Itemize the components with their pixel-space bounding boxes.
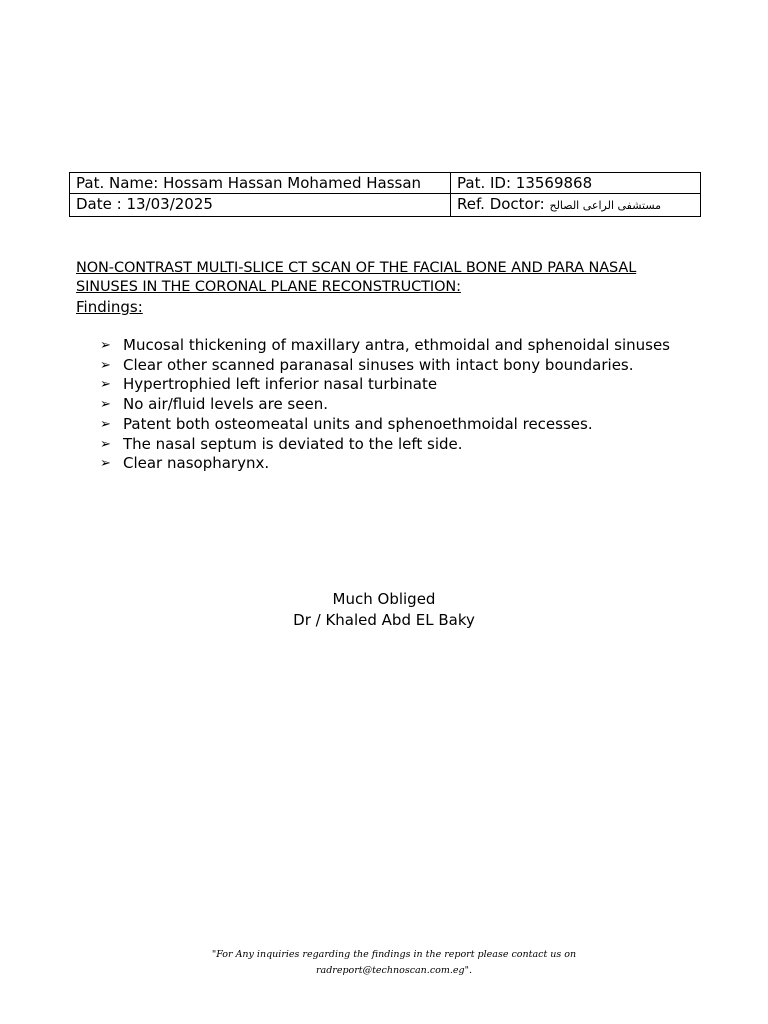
arrow-bullet-icon: ➢ xyxy=(100,397,111,413)
doctor-signature-name: Dr / Khaled Abd EL Baky xyxy=(293,611,475,629)
date-value: 13/03/2025 xyxy=(126,195,213,213)
finding-item xyxy=(100,375,700,395)
finding-item xyxy=(100,454,700,474)
patient-id-label: Pat. ID: xyxy=(457,174,512,192)
finding-text: Hypertrophied left inferior nasal turbinate xyxy=(123,375,438,394)
patient-name-value: Hossam Hassan Mohamed Hassan xyxy=(163,174,422,192)
patient-id-value: 13569868 xyxy=(515,174,593,192)
ref-doctor-label: Ref. Doctor: xyxy=(457,195,545,213)
ref-doctor-cell xyxy=(451,194,701,217)
footer-contact-email: radreport@technoscan.com.eg". xyxy=(316,965,472,976)
footer-note: "For Any inquiries regarding the findings in the report please contact us on xyxy=(211,949,577,960)
arrow-bullet-icon: ➢ xyxy=(100,377,111,393)
finding-text: Mucosal thickening of maxillary antra, ethmoidal and sphenoidal sinuses xyxy=(123,336,670,354)
date-label: Date : xyxy=(76,195,122,213)
finding-text: The nasal septum is deviated to the left side. xyxy=(123,434,463,453)
finding-item xyxy=(100,356,700,376)
arrow-bullet-icon: ➢ xyxy=(100,338,111,353)
ref-doctor-value: مستشفى الراعى الصالح xyxy=(549,199,662,212)
finding-text: Patent both osteomeatal units and sphenoethmoidal recesses. xyxy=(123,414,593,433)
patient-info-row-1 xyxy=(70,173,701,194)
date-cell xyxy=(70,194,451,217)
arrow-bullet-icon: ➢ xyxy=(100,416,111,432)
patient-info-table xyxy=(69,172,701,217)
patient-info-row-2 xyxy=(70,194,701,217)
patient-name-cell xyxy=(70,173,451,194)
closing-salutation: Much Obliged xyxy=(332,590,436,608)
finding-text: Clear nasopharynx. xyxy=(123,454,270,473)
findings-list xyxy=(100,336,700,474)
patient-id-cell xyxy=(451,173,701,194)
arrow-bullet-icon: ➢ xyxy=(100,357,111,373)
finding-text: No air/fluid levels are seen. xyxy=(123,395,328,414)
patient-name-label: Pat. Name: xyxy=(76,174,159,192)
finding-item xyxy=(100,435,700,455)
finding-item xyxy=(100,336,700,356)
finding-text: Clear other scanned paranasal sinuses with intact bony boundaries. xyxy=(123,355,634,374)
arrow-bullet-icon: ➢ xyxy=(100,456,111,472)
finding-item xyxy=(100,395,700,415)
report-title: NON-CONTRAST MULTI-SLICE CT SCAN OF THE FACIAL BONE AND PARA NASAL SINUSES IN THE CORONAL PLANE RECONSTRUCTION: xyxy=(76,260,637,295)
arrow-bullet-icon: ➢ xyxy=(100,436,111,452)
finding-item xyxy=(100,415,700,435)
findings-heading: Findings: xyxy=(76,298,143,316)
